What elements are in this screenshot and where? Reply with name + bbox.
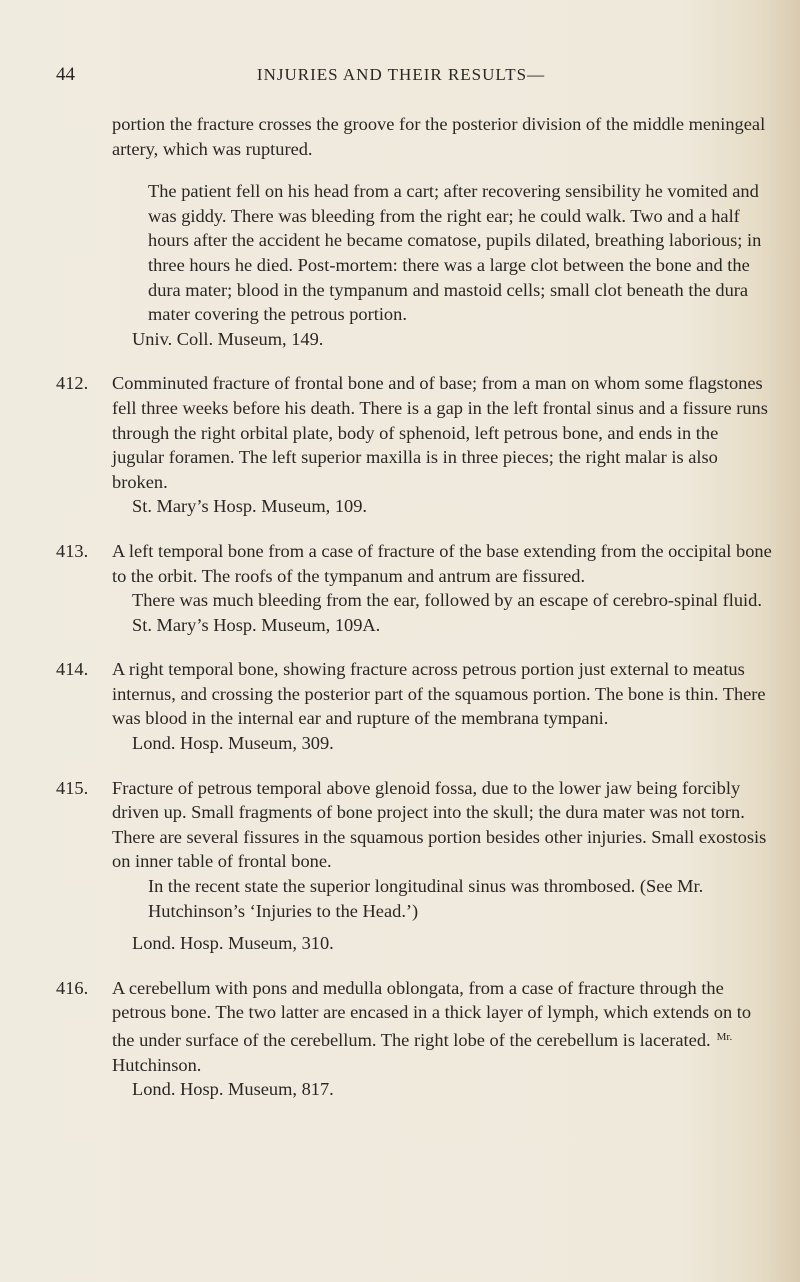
entry-description: A right temporal bone, showing fracture across petrous portion just external to meatus internus, and crossing the posterior part of the squamous portion. The bone is thin. There was blood in the internal ear and rupture of the membrana tympani.: [112, 659, 766, 729]
entry-description: A left temporal bone from a case of fracture of the base extending from the occipital bone to the orbit. The roofs of the tympanum and antrum are fissured.: [112, 540, 772, 586]
page-number: 44: [56, 64, 75, 85]
catalogue-entry-412: [56, 371, 772, 519]
attribution-name: Hutchinson.: [112, 1054, 202, 1075]
case-note: In the recent state the superior longitudinal sinus was thrombosed. (See Mr. Hutchinson’s ‘Injuries to the Head.’): [148, 876, 704, 921]
page-body: [56, 112, 772, 1102]
entry-number: 412.: [56, 373, 89, 394]
case-note: The patient fell on his head from a cart; after recovering sensibility he vomited and was giddy. There was bleeding from the right ear; he could walk. Two and a half hours after the accident he became comatose, pupils dilated, breathing laborious; in three hours he died. Post-mortem: there was a large clot between the bone and the dura mater; blood in the tympanum and mastoid cells; small clot beneath the dura mater covering the petrous portion.: [148, 181, 762, 325]
case-note: There was much bleeding from the ear, followed by an escape of cerebro-spinal fluid.: [132, 590, 762, 611]
continuation-paragraph: portion the fracture crosses the groove for the posterior division of the middle meningeal artery, which was ruptured.: [112, 114, 766, 159]
catalogue-entry-416: [56, 976, 772, 1102]
page-header: [56, 64, 746, 88]
museum-reference: St. Mary’s Hosp. Museum, 109A.: [132, 614, 381, 635]
catalogue-entry-414: [56, 657, 772, 755]
museum-reference: Lond. Hosp. Museum, 310.: [132, 933, 334, 954]
museum-reference: Lond. Hosp. Museum, 309.: [132, 733, 334, 754]
entry-description: Fracture of petrous temporal above glenoid fossa, due to the lower jaw being forcibly driven up. Small fragments of bone project into the skull; the dura mater was not torn. There are several fissures in the squamous portion besides other injuries. Small exostosis on inner table of frontal bone.: [112, 777, 767, 872]
catalogue-entry-415: [56, 776, 772, 956]
catalogue-entry-413: [56, 539, 772, 637]
museum-reference: Univ. Coll. Museum, 149.: [132, 328, 324, 349]
running-head: INJURIES AND THEIR RESULTS—: [256, 65, 546, 84]
museum-reference: St. Mary’s Hosp. Museum, 109.: [132, 496, 368, 517]
entry-description: [112, 976, 772, 1077]
entry-number: 415.: [56, 777, 89, 798]
entry-number: 416.: [56, 977, 89, 998]
entry-description: Comminuted fracture of frontal bone and of base; from a man on whom some flagstones fell three weeks before his death. There is a gap in the left frontal sinus and a fissure runs through the right orbital plate, body of sphenoid, left petrous bone, and ends in the jugular foramen. The left superior maxilla is in three pieces; the right malar is also broken.: [112, 373, 768, 492]
entry-number: 413.: [56, 540, 89, 561]
entry-number: 414.: [56, 659, 89, 680]
entry-description-text: A cerebellum with pons and medulla oblongata, from a case of fracture through the petrous bone. The two latter are encased in a thick layer of lymph, which extends on to the under surface of the cerebellum. The right lobe of the cerebellum is lacerated.: [112, 977, 752, 1050]
museum-reference: Lond. Hosp. Museum, 817.: [132, 1079, 334, 1100]
attribution-title: Mr.: [716, 1031, 733, 1043]
